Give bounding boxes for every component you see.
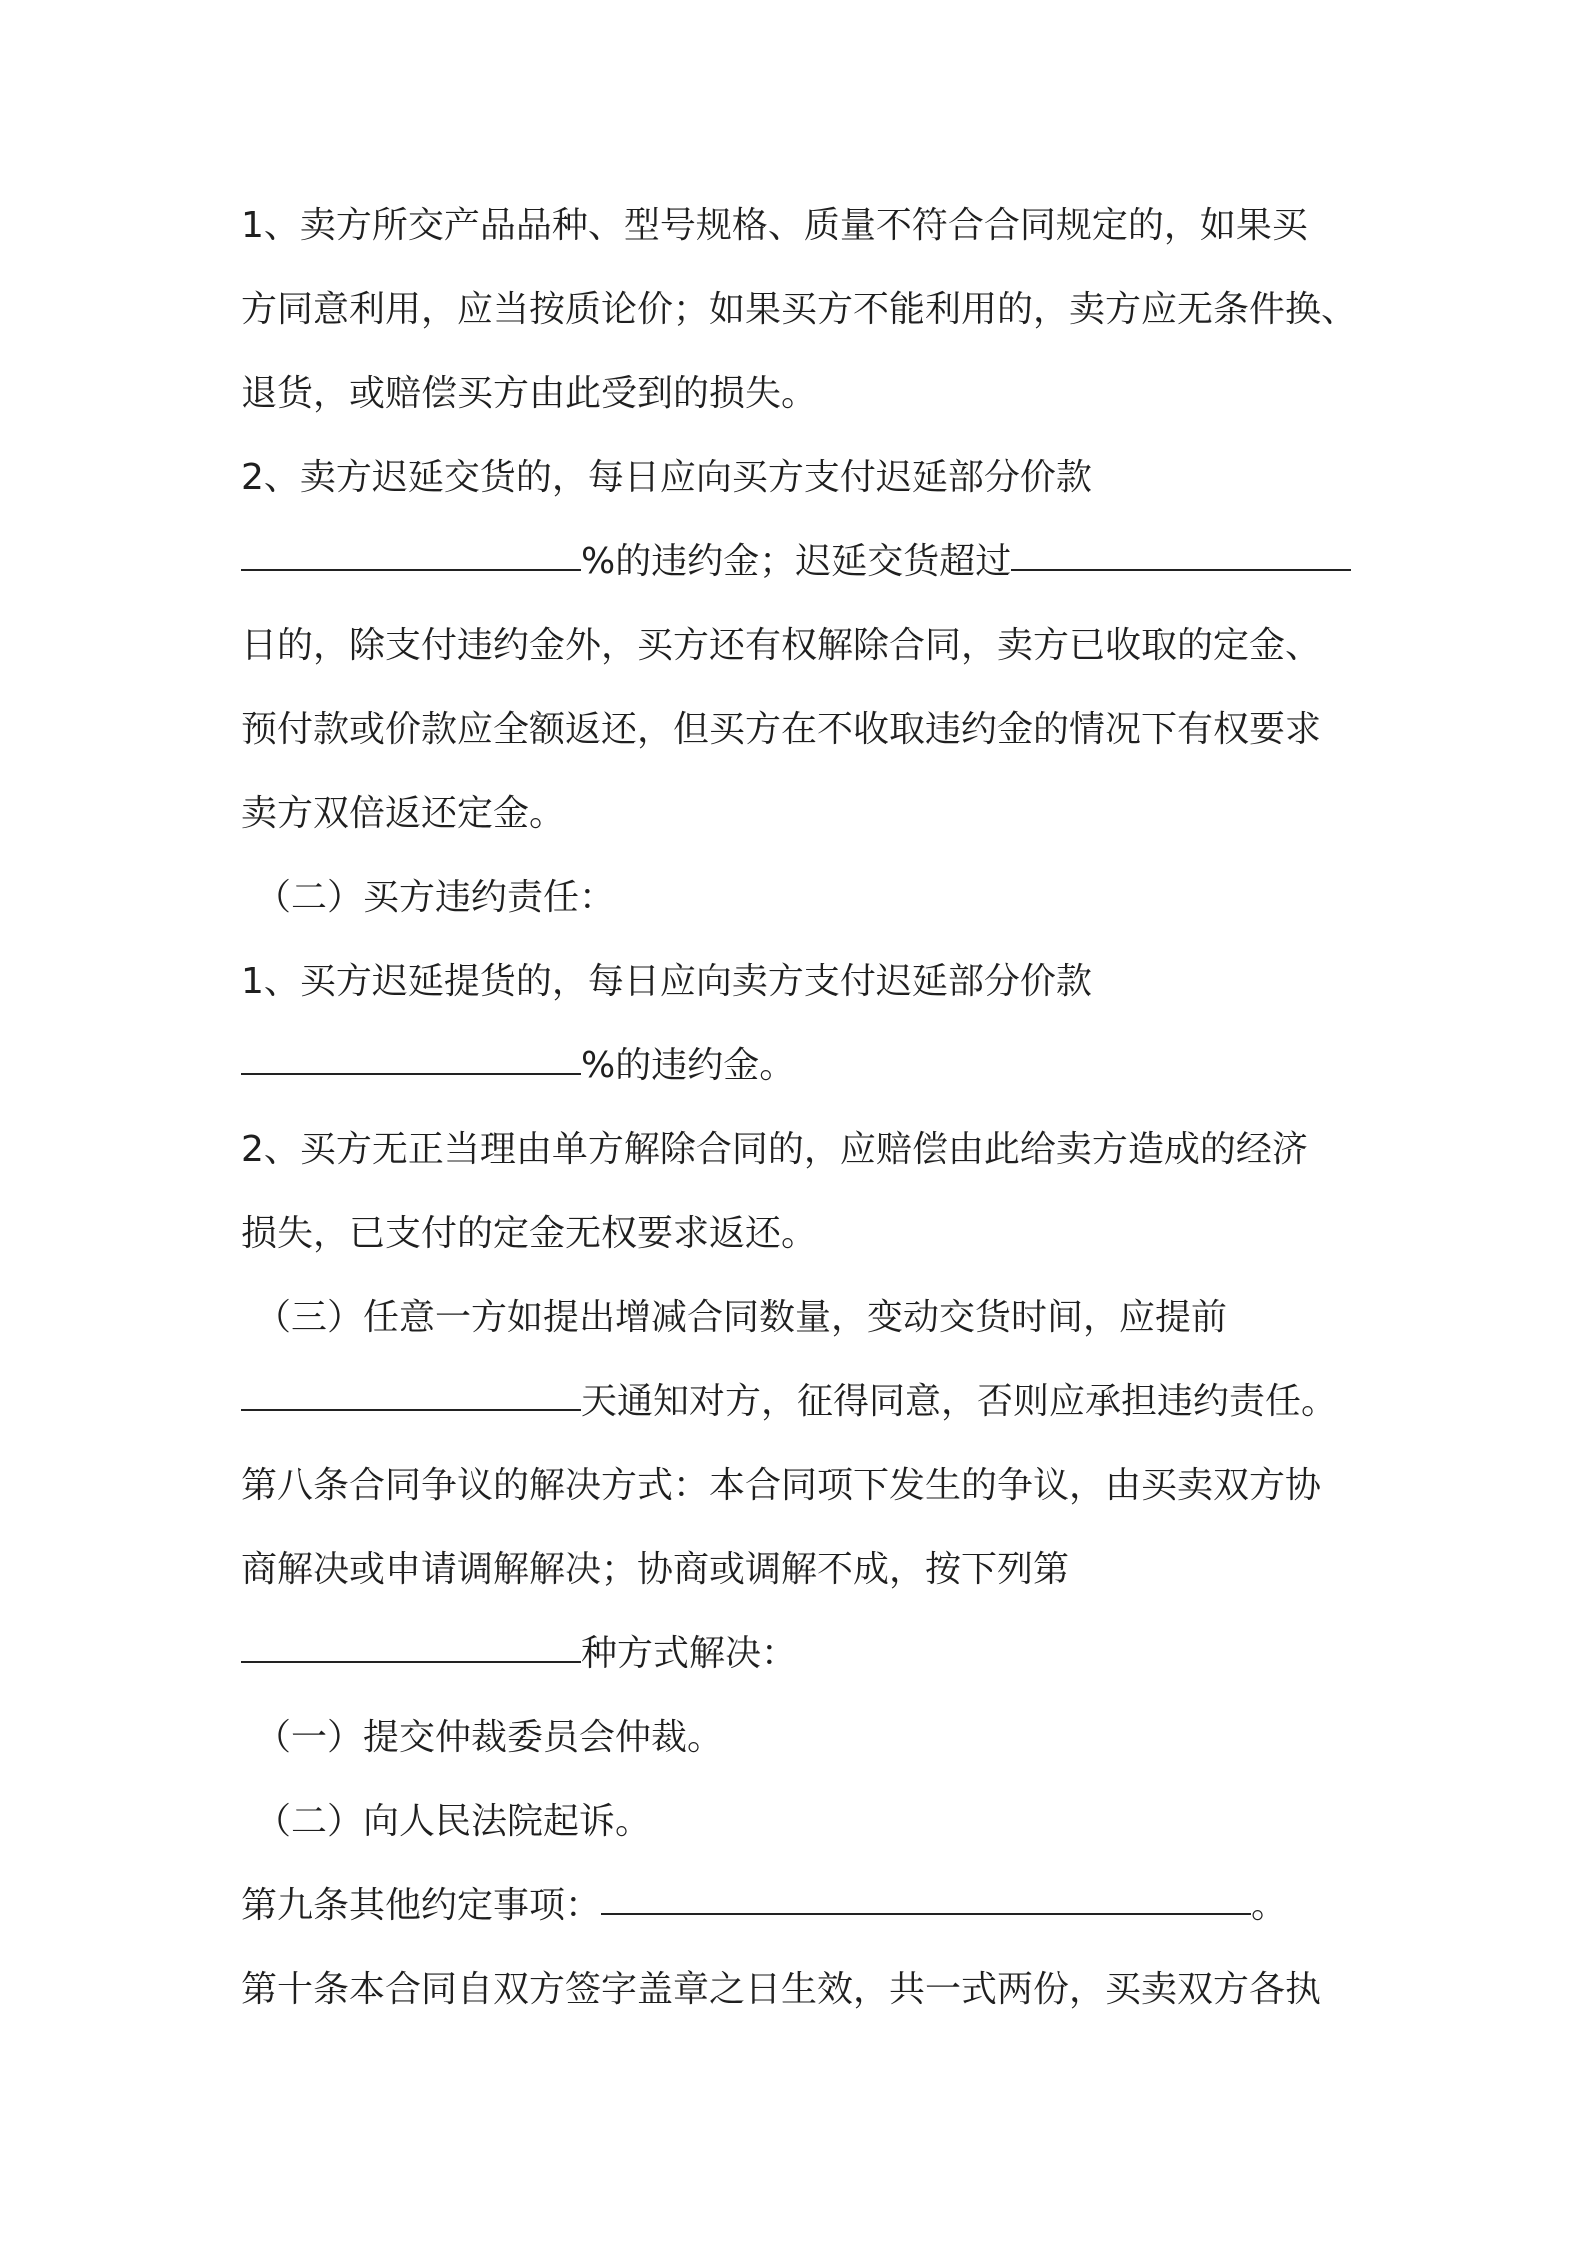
line-text: （三）任意一方如提出增减合同数量，变动交货时间，应提前 xyxy=(255,1297,1228,1338)
paragraph-line xyxy=(241,541,1361,582)
line-text: （二）买方违约责任： xyxy=(255,877,616,918)
line-text: 2、卖方迟延交货的，每日应向买方支付迟延部分价款 xyxy=(241,457,1092,498)
line-text: %的违约金。 xyxy=(581,1045,796,1086)
paragraph-line xyxy=(241,205,1361,246)
line-text: 种方式解决： xyxy=(581,1633,798,1674)
section-heading xyxy=(255,877,1375,918)
line-text: 日的，除支付违约金外，买方还有权解除合同，卖方已收取的定金、 xyxy=(241,625,1322,666)
line-text: （二）向人民法院起诉。 xyxy=(255,1801,652,1842)
paragraph-line xyxy=(241,1969,1361,2010)
paragraph-line xyxy=(241,1129,1361,1170)
line-text: 第九条其他约定事项： xyxy=(241,1885,602,1926)
line-text: 商解决或申请调解解决；协商或调解不成，按下列第 xyxy=(241,1549,1070,1590)
line-text: 1、买方迟延提货的，每日应向卖方支付迟延部分价款 xyxy=(241,961,1092,1002)
paragraph-line xyxy=(241,961,1361,1002)
paragraph-line xyxy=(241,457,1361,498)
line-text: 预付款或价款应全额返还，但买方在不收取违约金的情况下有权要求 xyxy=(241,709,1322,750)
paragraph-line xyxy=(255,1717,1375,1758)
fill-blank xyxy=(1011,568,1351,571)
fill-blank xyxy=(241,1072,581,1075)
line-text: 损失，已支付的定金无权要求返还。 xyxy=(241,1213,818,1254)
paragraph-line xyxy=(255,1297,1375,1338)
paragraph-line xyxy=(241,1885,1361,1926)
paragraph-line xyxy=(255,1801,1375,1842)
line-text: %的违约金；迟延交货超过 xyxy=(581,541,1012,582)
line-text: 第十条本合同自双方签字盖章之日生效，共一式两份，买卖双方各执 xyxy=(241,1969,1322,2010)
paragraph-line xyxy=(241,1045,1361,1086)
paragraph-line xyxy=(241,1549,1361,1590)
paragraph-line xyxy=(241,1213,1361,1254)
fill-blank xyxy=(241,1660,581,1663)
paragraph-line xyxy=(241,1465,1361,1506)
paragraph-line xyxy=(241,709,1361,750)
line-text: 方同意利用，应当按质论价；如果买方不能利用的，卖方应无条件换、 xyxy=(241,289,1358,330)
line-text: 退货，或赔偿买方由此受到的损失。 xyxy=(241,373,818,414)
paragraph-line xyxy=(241,1381,1361,1422)
line-text: （一）提交仲裁委员会仲裁。 xyxy=(255,1717,724,1758)
paragraph-line xyxy=(241,289,1361,330)
fill-blank xyxy=(601,1912,1251,1915)
line-text: 天通知对方，征得同意，否则应承担违约责任。 xyxy=(581,1381,1338,1422)
line-text: 卖方双倍返还定金。 xyxy=(241,793,566,834)
line-text: 1、卖方所交产品品种、型号规格、质量不符合合同规定的，如果买 xyxy=(241,205,1308,246)
line-text: 2、买方无正当理由单方解除合同的，应赔偿由此给卖方造成的经济 xyxy=(241,1129,1308,1170)
paragraph-line xyxy=(241,793,1361,834)
line-suffix: 。 xyxy=(1251,1885,1288,1926)
paragraph-line xyxy=(241,1633,1361,1674)
paragraph-line xyxy=(241,625,1361,666)
fill-blank xyxy=(241,1408,581,1411)
paragraph-line xyxy=(241,373,1361,414)
line-text: 第八条合同争议的解决方式：本合同项下发生的争议，由买卖双方协 xyxy=(241,1465,1322,1506)
fill-blank xyxy=(241,568,581,571)
